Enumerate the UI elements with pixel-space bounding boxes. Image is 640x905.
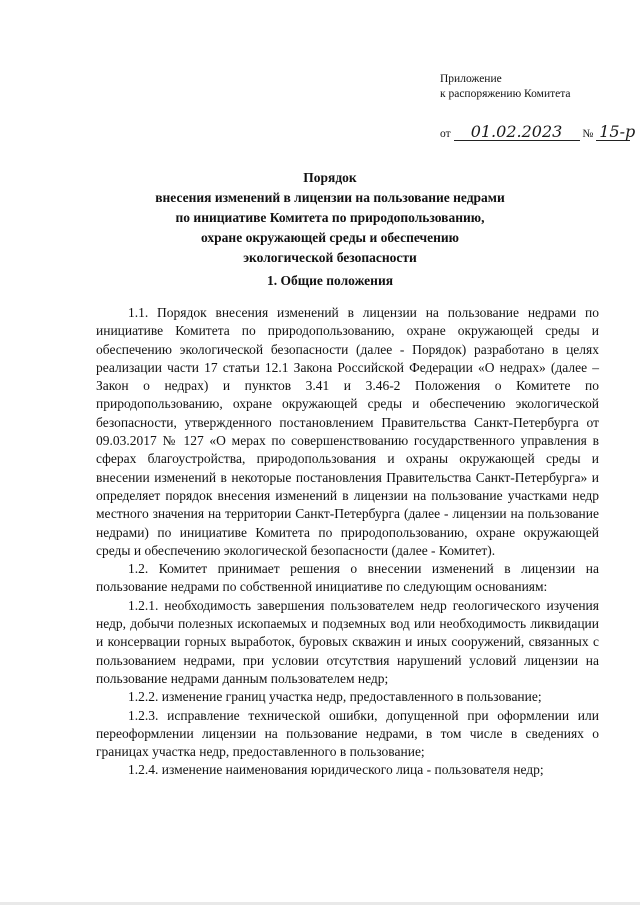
section-heading: 1. Общие положения: [266, 273, 394, 288]
appendix-reference: к распоряжению Комитета: [440, 88, 571, 100]
handwritten-date: 01.02.2023: [454, 124, 580, 141]
title-line-5: экологической безопасности: [243, 250, 417, 265]
paragraph-1-2-2: 1.2.2. изменение границ участка недр, предоставленного в пользование;: [128, 689, 542, 705]
paragraph-1-2: 1.2. Комитет принимает решения о внесении изменений в лицензии на пользование недрами по собственной инициативе по следующим основаниям:: [96, 561, 599, 595]
paragraph-1-2-4: 1.2.4. изменение наименования юридического лица - пользователя недр;: [128, 762, 544, 778]
date-number-line: [440, 122, 636, 142]
appendix-label: Приложение: [440, 73, 502, 85]
document-body: [96, 304, 599, 780]
document-title: [80, 168, 580, 268]
title-line-4: охране окружающей среды и обеспечению: [201, 230, 459, 245]
appendix-block: [440, 72, 636, 142]
title-line-2: внесения изменений в лицензии на пользование недрами: [155, 190, 505, 205]
paragraph-1-2-1: 1.2.1. необходимость завершения пользователем недр геологического изучения недр, добычи полезных ископаемых и подземных вод или необходимость ликвидации и консервации горных выработок, буровых скважин и иных сооружений, связанных с пользованием недрами, при условии отсутствия нарушений условий лицензии на пользование недрами данным пользователем недр;: [96, 597, 599, 686]
date-prefix: от: [440, 128, 451, 140]
paragraph-1-1: 1.1. Порядок внесения изменений в лицензии на пользование недрами по инициативе Комитета по природопользованию, охране окружающей среды и обеспечению экологической безопасности (далее - Порядок) разработано в целях реализации части 17 статьи 12.1 Закона Российской Федерации «О недрах» (далее – Закон о недрах) и пунктов 3.41 и 3.46-2 Положения о Комитете по природопользованию, охране окружающей среды и обеспечению экологической безопасности, утвержденного постановлением Правительства Санкт-Петербурга от 09.03.2017 № 127 «О мерах по совершенствованию государственного управления в сферах благоустройства, природопользования и охраны окружающей среды и внесении изменений в некоторые постановления Правительства Санкт-Петербурга» и определяет порядок внесения изменений в лицензии на пользование участками недр местного значения на территории Санкт-Петербурга (далее - лицензии на пользование недрами) по инициативе Комитета по природопользованию, охране окружающей среды и обеспечению экологической безопасности (далее - Комитет).: [96, 305, 599, 558]
title-line-1: Порядок: [303, 170, 357, 185]
paragraph-1-2-3: 1.2.3. исправление технической ошибки, допущенной при оформлении или переоформлении лицензии на пользование недрами, в том числе в сведениях о границах участка недр, предоставленного в пользование;: [96, 707, 599, 760]
handwritten-number: 15-р: [596, 124, 630, 141]
title-line-3: по инициативе Комитета по природопользованию,: [175, 210, 485, 225]
number-prefix: №: [582, 128, 594, 140]
